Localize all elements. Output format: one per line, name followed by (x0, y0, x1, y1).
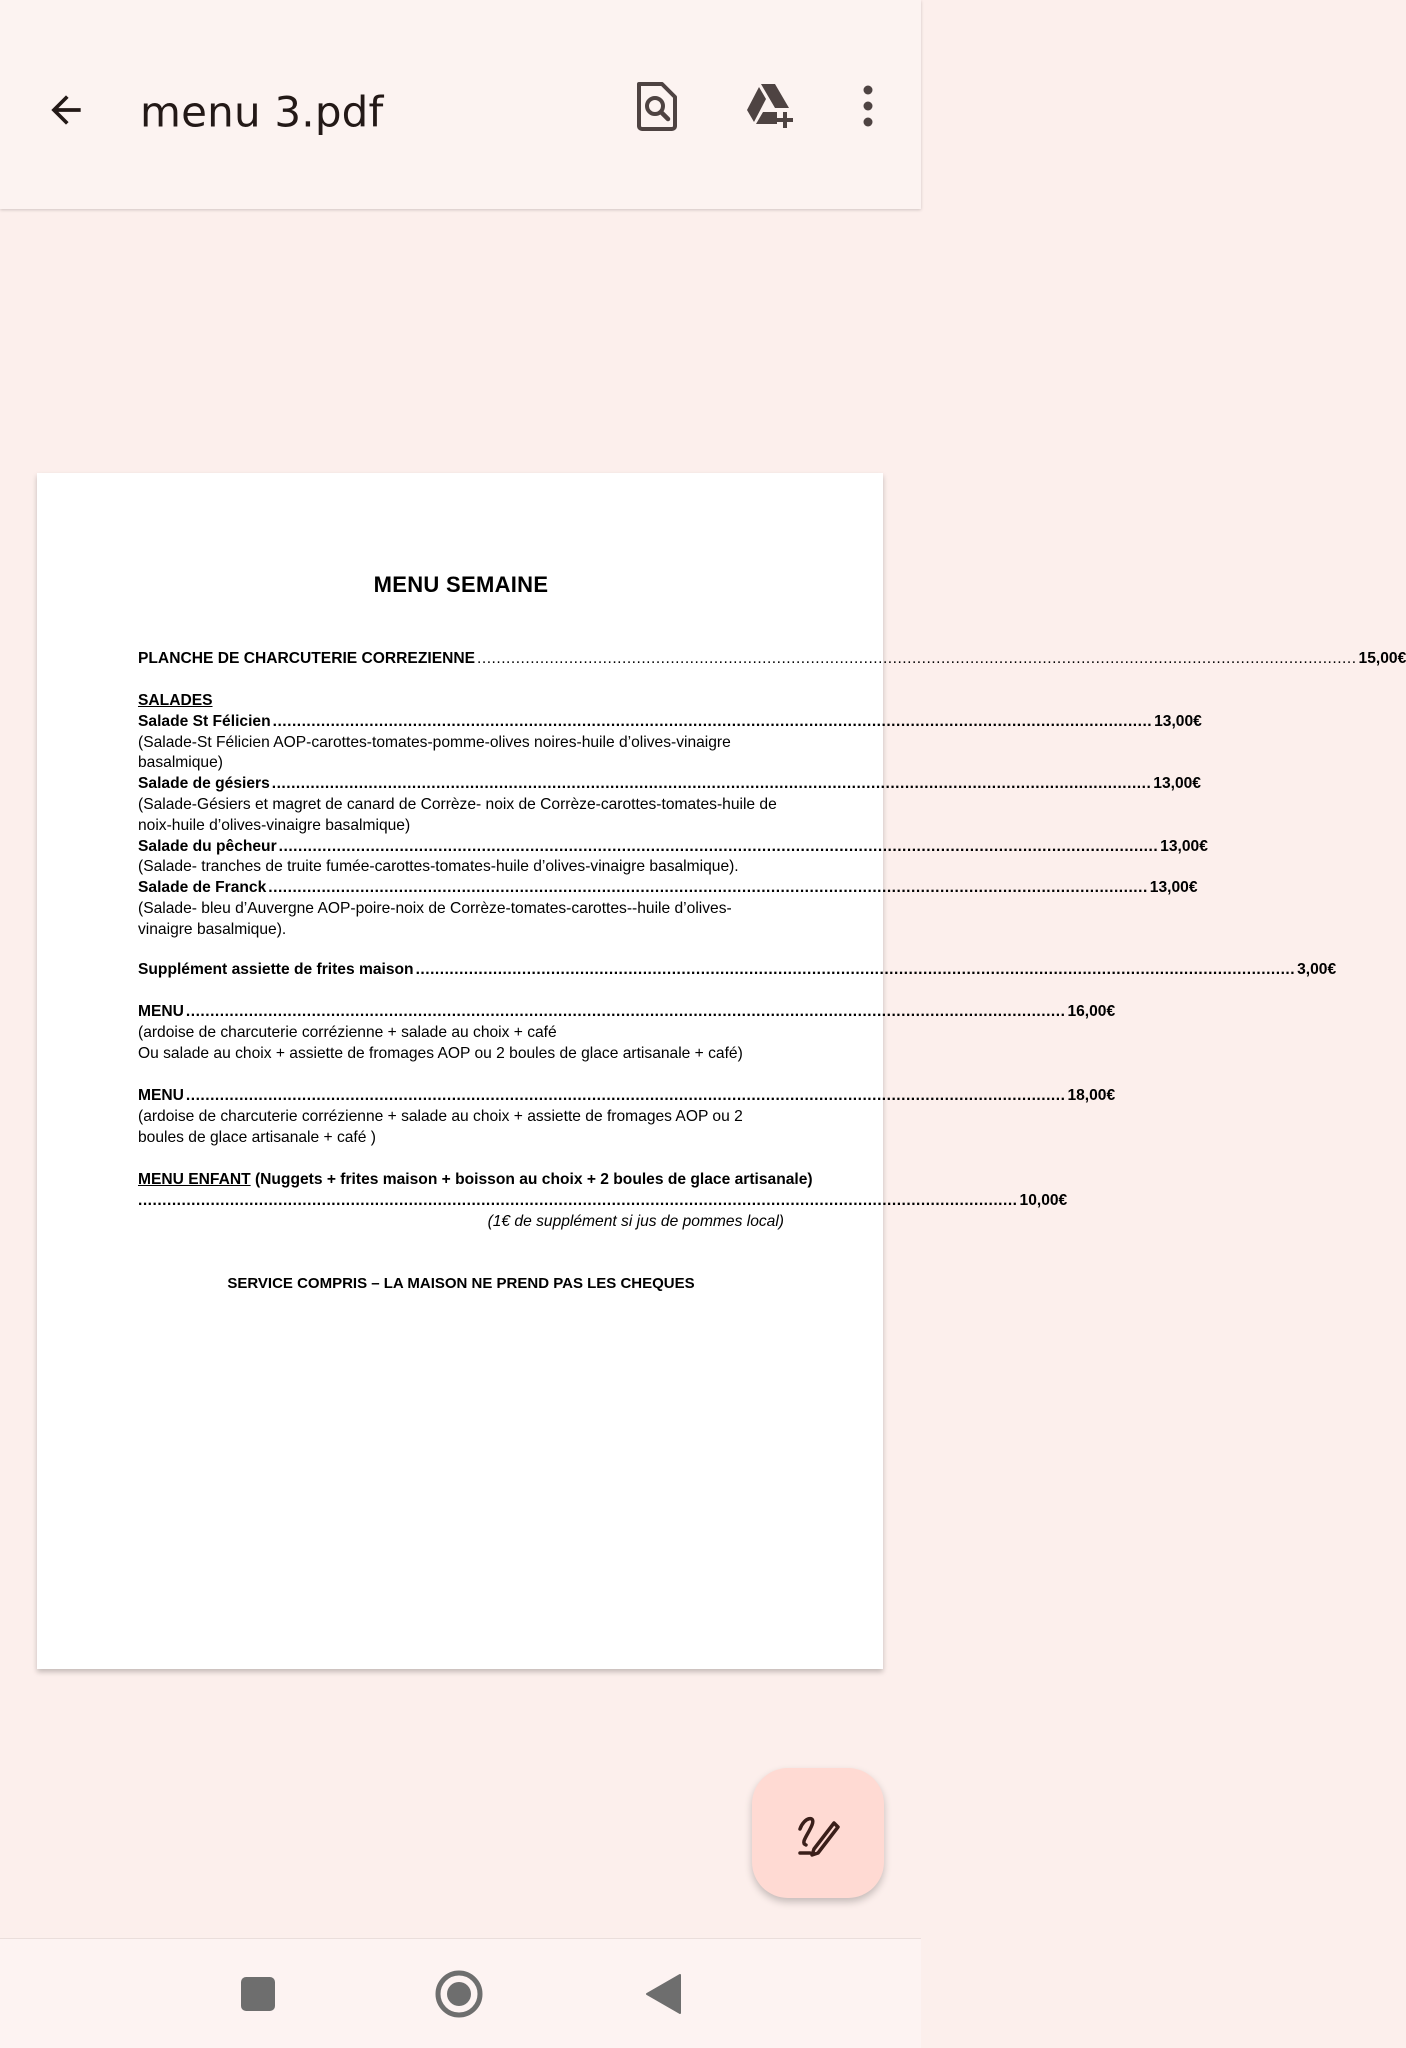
salade-item (138, 837, 1208, 879)
salade-name: Salade de Franck (138, 879, 267, 897)
planche-row (138, 649, 1406, 670)
salade-name: Salade du pêcheur (138, 837, 277, 855)
salade-desc-line: (Salade-St Félicien AOP-carottes-tomates-pomme-olives noires-huile d’olives-vinaigre (138, 733, 731, 751)
menu-desc-line: Ou salade au choix + assiette de fromages AOP ou 2 boules de glace artisanale + café) (138, 1044, 743, 1062)
menu-16-section (138, 1002, 1116, 1064)
salade-item (138, 712, 1202, 774)
salade-desc-line: basalmique) (138, 754, 223, 772)
salade-price: 13,00€ (1154, 712, 1202, 730)
menu-desc-line: boules de glace artisanale + café ) (138, 1128, 376, 1146)
add-to-drive-icon (743, 82, 799, 130)
salade-name: Salade de gésiers (138, 775, 270, 793)
salade-price: 13,00€ (1160, 837, 1208, 855)
salades-section (138, 691, 1208, 941)
planche-price: 15,00€ (1358, 650, 1406, 667)
supplement-row (138, 960, 1337, 981)
supplement-label: Supplément assiette de frites maison (138, 961, 414, 978)
menu-price: 16,00€ (1067, 1003, 1116, 1020)
salade-desc-line: (Salade-Gésiers et magret de canard de Corrèze- noix de Corrèze-carottes-tomates-huile de (138, 795, 777, 813)
menu-desc-line: (ardoise de charcuterie corrézienne + salade au choix + assiette de fromages AOP ou 2 (138, 1107, 743, 1125)
menu-label: MENU (138, 1087, 184, 1104)
find-in-page-button[interactable] (621, 70, 693, 142)
menu-enfant-price: 10,00€ (1019, 1191, 1068, 1209)
system-back-button[interactable] (628, 1959, 698, 2029)
dot-leader: ...................................................................................................................................................................................... (278, 837, 1159, 855)
salade-item (138, 774, 1201, 836)
dot-leader: ...................................................................................................................................................................................... (185, 1003, 1066, 1020)
top-app-bar (0, 0, 921, 209)
menu-price: 18,00€ (1067, 1087, 1116, 1104)
edit-annotate-icon (794, 1809, 842, 1857)
dot-leader: ...................................................................................................................................................................................... (138, 1191, 1018, 1209)
dot-leader: ...................................................................................................................................................................................... (268, 879, 1148, 897)
recents-button[interactable] (223, 1959, 293, 2029)
home-button[interactable] (424, 1959, 494, 2029)
menu-footer: SERVICE COMPRIS – LA MAISON NE PREND PAS LES CHEQUES (227, 1275, 695, 1292)
planche-label: PLANCHE DE CHARCUTERIE CORREZIENNE (138, 650, 476, 667)
salade-desc-line: (Salade- tranches de truite fumée-carottes-tomates-huile d’olives-vinaigre basalmique). (138, 858, 739, 876)
document-title: menu 3.pdf (140, 87, 384, 137)
menu-18-section (138, 1086, 1116, 1148)
menu-desc-line: (ardoise de charcuterie corrézienne + salade au choix + café (138, 1023, 557, 1041)
dot-leader: ...................................................................................................................................................................................... (185, 1087, 1066, 1104)
dot-leader: ...................................................................................................................................................................................... (415, 961, 1296, 978)
salade-name: Salade St Félicien (138, 712, 271, 730)
more-vert-icon (862, 85, 874, 127)
salades-heading: SALADES (138, 692, 213, 709)
salade-desc-line: noix-huile d’olives-vinaigre basalmique) (138, 816, 411, 834)
dot-leader: ...................................................................................................................................................................................... (271, 775, 1152, 793)
system-navigation-bar (0, 1938, 921, 2048)
annotate-fab[interactable] (752, 1768, 884, 1898)
salade-desc-line: vinaigre basalmique). (138, 920, 287, 938)
menu-enfant-section (138, 1170, 1068, 1232)
back-button[interactable] (30, 74, 102, 146)
supplement-price: 3,00€ (1297, 961, 1337, 978)
back-triangle-icon (644, 1973, 682, 2015)
salade-item (138, 878, 1198, 940)
salade-price: 13,00€ (1153, 775, 1201, 793)
menu-title: MENU SEMAINE (373, 572, 549, 597)
find-in-page-icon (634, 80, 680, 132)
add-to-drive-button[interactable] (735, 70, 807, 142)
salade-price: 13,00€ (1149, 879, 1198, 897)
menu-enfant-line (138, 1170, 813, 1191)
recents-square-icon (240, 1976, 276, 2012)
menu-label: MENU (138, 1003, 184, 1020)
pdf-page[interactable] (37, 473, 1406, 1669)
dot-leader: ...................................................................................................................................................................................... (477, 650, 1357, 667)
dot-leader: ...................................................................................................................................................................................... (272, 712, 1153, 730)
more-options-button[interactable] (832, 70, 904, 142)
arrow-back-icon (44, 88, 88, 132)
menu-enfant-label: MENU ENFANT (138, 1171, 251, 1188)
menu-enfant-note: (1€ de supplément si jus de pommes local) (487, 1212, 784, 1230)
salade-desc-line: (Salade- bleu d’Auvergne AOP-poire-noix de Corrèze-tomates-carottes--huile d’olives- (138, 899, 732, 917)
home-circle-icon (434, 1969, 484, 2019)
menu-enfant-details: (Nuggets + frites maison + boisson au choix + 2 boules de glace artisanale) (250, 1171, 813, 1188)
